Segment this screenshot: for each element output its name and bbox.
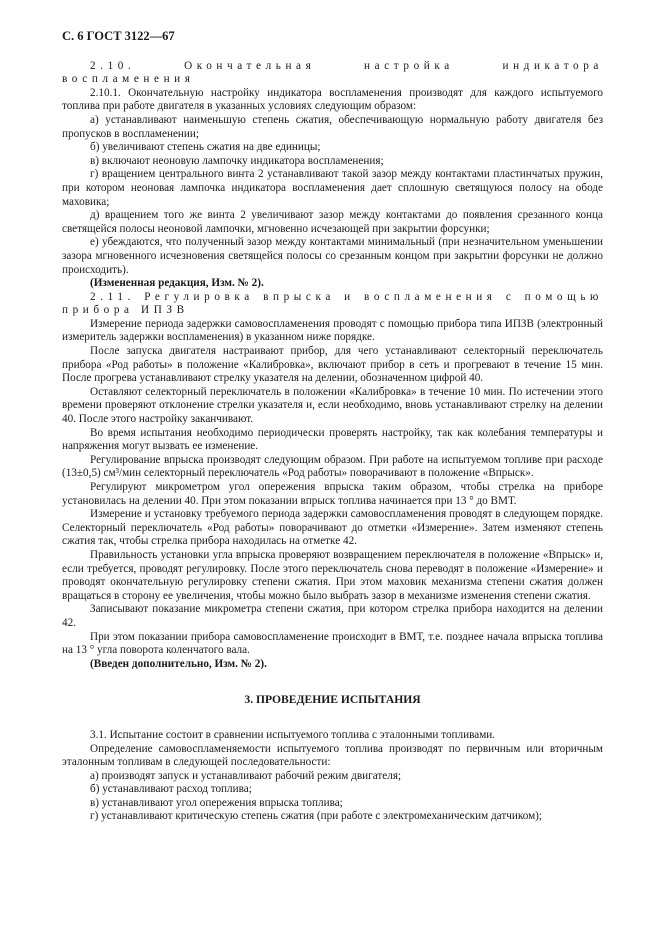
paragraph: Измерение периода задержки самовоспламенения проводят с помощью прибора типа ИПЗВ (электронный измеритель задержки воспламенения) в указанном ниже порядке. (62, 317, 603, 344)
paragraph: Правильность установки угла впрыска проверяют возвращением переключателя в положение «Впрыск» и, если требуется, проводят регулировку. После этого переключатель снова переводят в положение «Измерение» и проводят окончательную регулировку степени сжатия. При этом маховик механизма степени сжатия должен вращаться в сторону ее увеличения, чтобы можно было выбрать зазор в механизме изменения степени сжатия. (62, 548, 603, 602)
list-item: г) устанавливают критическую степень сжатия (при работе с электромеханическим датчиком); (90, 810, 543, 823)
paragraph: При этом показании прибора самовоспламенение происходит в ВМТ, т.е. позднее начала впрыска топлива на 13 ° угла поворота коленчатого вала. (62, 630, 603, 657)
list-item: а) производят запуск и устанавливают рабочий режим двигателя; (90, 769, 402, 782)
paragraph: Определение самовоспламеняемости испытуемого топлива производят по первичным или вторичным эталонным топливам в следующей последовательности: (62, 742, 603, 769)
list-item: в) устанавливают угол опережения впрыска топлива; (90, 796, 343, 809)
paragraph: Оставляют селекторный переключатель в положении «Калибровка» в течение 10 мин. По истечении этого времени проверяют отклонение стрелки указателя и, если необходимо, вновь устанавливают стрелку на делении 40. После этого настройку заканчивают. (62, 385, 603, 426)
paragraph: Регулирование впрыска производят следующим образом. При работе на испытуемом топливе при расходе (13±0,5) см³/мин селекторный переключатель «Род работы» поворачивают в положение «Впрыск». (62, 453, 603, 480)
paragraph: Записывают показание микрометра степени сжатия, при котором стрелка прибора находится на делении 42. (62, 603, 603, 629)
amendment-note: (Введен дополнительно, Изм. № 2). (90, 657, 267, 670)
list-item: б) устанавливают расход топлива; (90, 783, 252, 796)
list-item: г) вращением центрального винта 2 устанавливают такой зазор между контактами пластинчатых пружин, при котором неоновая лампочка индикатора воспламенения дает сплошную светящуюся полосу на ободе маховика; (62, 168, 603, 208)
list-item: в) включают неоновую лампочку индикатора воспламенения; (90, 154, 384, 167)
paragraph: После запуска двигателя настраивают прибор, для чего устанавливают селекторный переключатель прибора «Род работы» в положение «Калибровка», включают прибор в сеть и прогревают в течение 15 мин. После прогрева устанавливают стрелку указателя на делении, обозначенном цифрой 40. (62, 345, 603, 385)
paragraph: Измерение и установку требуемого периода задержки самовоспламенения проводят в следующем порядке. Селекторный переключатель «Род работы» поворачивают до отметки «Измерение». Затем изменяют степень сжатия так, чтобы стрелка прибора находилась на отметке 42. (62, 508, 603, 548)
subsection-title-2-11: 2.11. Регулировка впрыска и воспламенения с помощью прибора ИПЗВ (62, 290, 603, 317)
paragraph: Во время испытания необходимо периодически проверять настройку, так как колебания температуры и напряжения могут вызвать ее изменение. (62, 426, 603, 453)
paragraph: 3.1. Испытание состоит в сравнении испытуемого топлива с эталонными топливами. (90, 728, 496, 741)
paragraph: Регулируют микрометром угол опережения впрыска таким образом, чтобы стрелка на приборе установилась на делении 40. При этом показании впрыск топлива начинается при 13 ° до ВМТ. (62, 481, 603, 507)
list-item: б) увеличивают степень сжатия на две единицы; (90, 141, 321, 154)
subsection-title-2-10: 2.10. Окончательная настройка индикатора воспламенения (62, 59, 603, 86)
page-header: С. 6 ГОСТ 3122—67 (62, 29, 175, 43)
list-item: а) устанавливают наименьшую степень сжатия, обеспечивающую нормальную работу двигателя без пропусков в воспламенении; (62, 113, 603, 140)
amendment-note: (Измененная редакция, Изм. № 2). (90, 277, 264, 290)
paragraph: 2.10.1. Окончательную настройку индикатора воспламенения производят для каждого испытуемого топлива при работе двигателя в указанных условиях следующим образом: (62, 86, 603, 113)
list-item: д) вращением того же винта 2 увеличивают зазор между контактами до появления срезанного конца светящейся полосы неоновой лампочки, мгновенно исчезающей при закрытии форсунки; (62, 209, 603, 235)
list-item: е) убеждаются, что полученный зазор между контактами минимальный (при незначительном уменьшении зазора мгновенного исчезновения светящейся полосы со срезанным концом при закрытии форсунки не должно происходить). (62, 236, 603, 276)
section-title: 3. ПРОВЕДЕНИЕ ИСПЫТАНИЯ (244, 693, 421, 707)
